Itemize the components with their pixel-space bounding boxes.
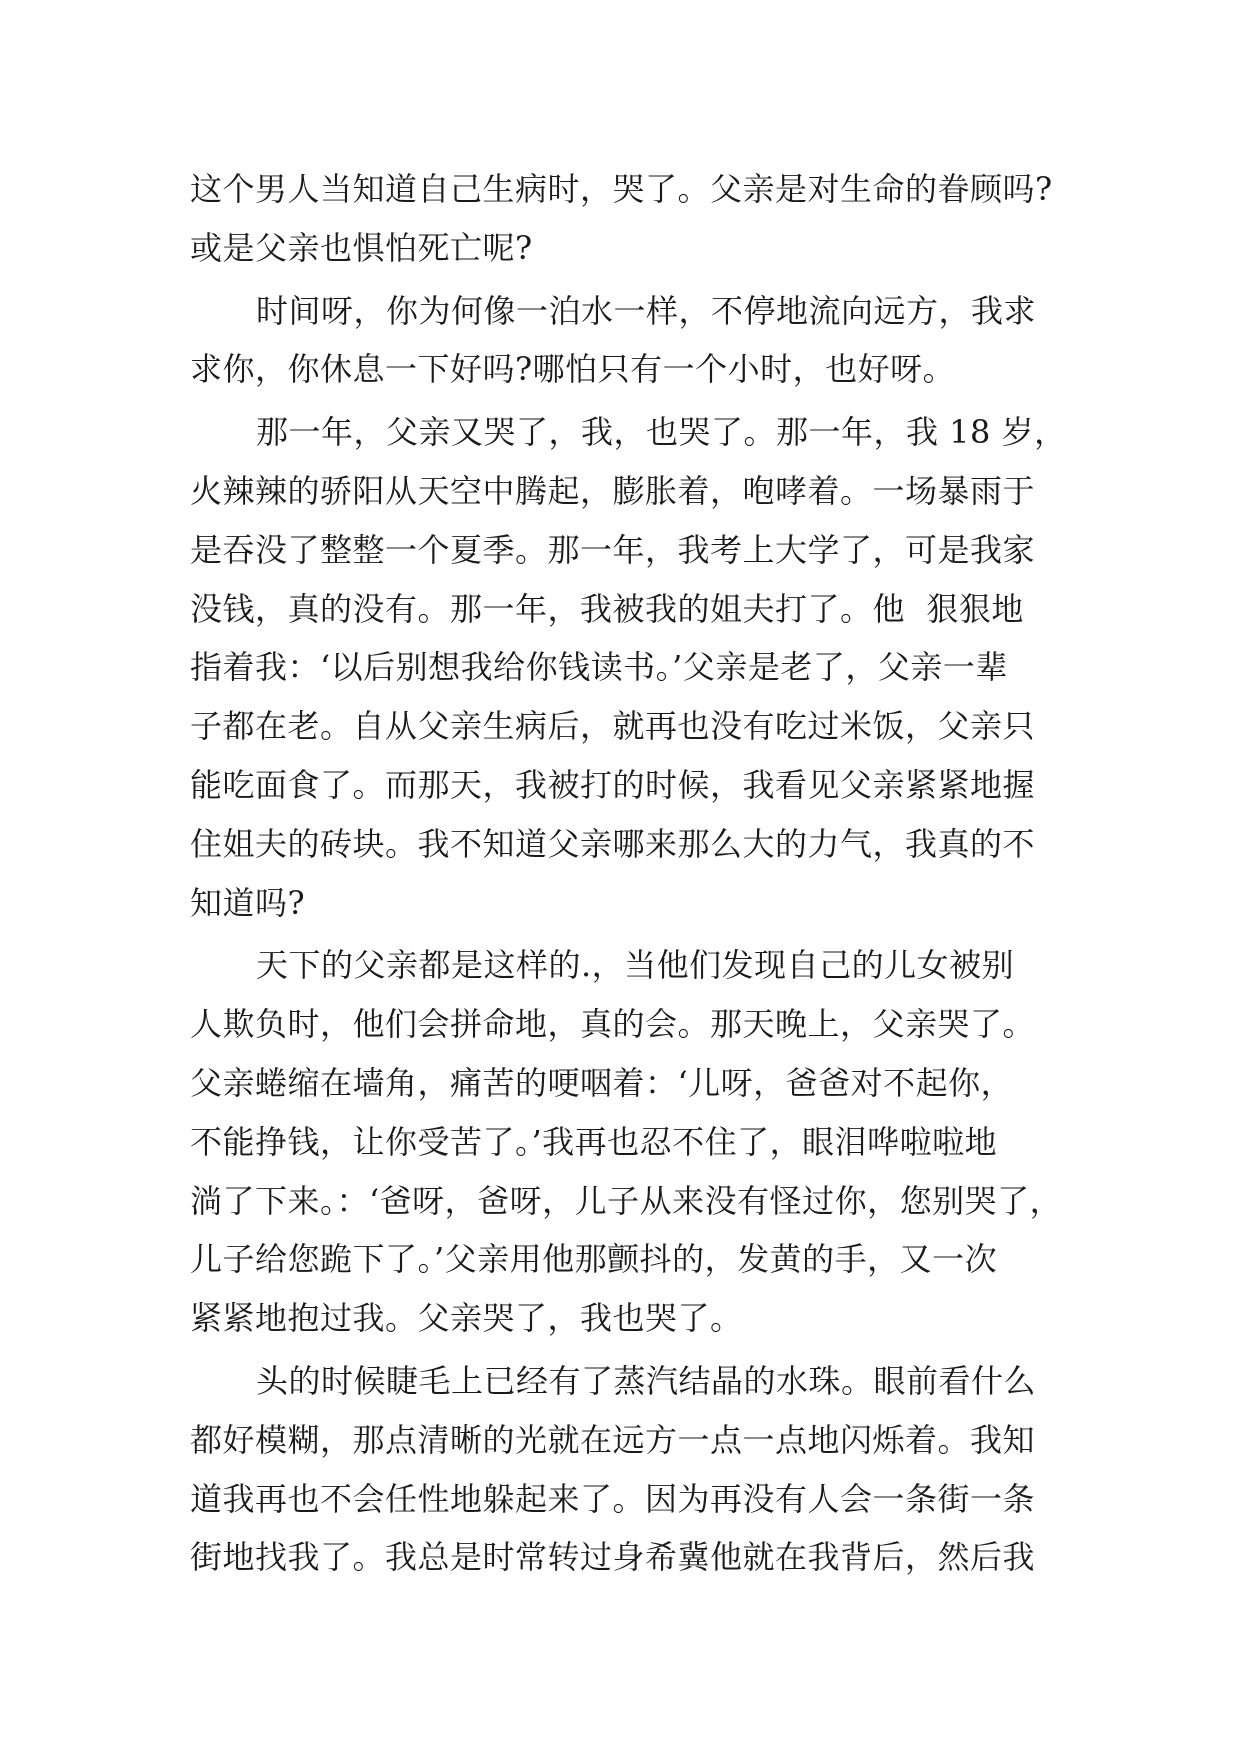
text-line: 儿子给您跪下了。’父亲用他那颤抖的，发黄的手，又一次 — [190, 1240, 998, 1279]
text-line: 街地找我了。我总是时常转过身希冀他就在我背后，然后我 — [190, 1538, 1036, 1577]
text-line: 父亲蜷缩在墙角，痛苦的哽咽着：‘儿呀，爸爸对不起你， — [190, 1063, 1014, 1102]
text-line: 头的时候睫毛上已经有了蒸汽结晶的水珠。眼前看什么 — [256, 1361, 1037, 1400]
text-line: 天下的父亲都是这样的.，当他们发现自己的儿女被别 — [256, 946, 1015, 985]
paragraph-1 — [190, 160, 1070, 278]
text-line: 指着我：‘以后别想我给你钱读书。’父亲是老了，父亲一辈 — [190, 648, 1008, 687]
paragraph-3 — [190, 403, 1070, 932]
text-line: 都好模糊，那点清晰的光就在远方一点一点地闪烁着。我知 — [190, 1420, 1036, 1459]
document-body — [190, 160, 1070, 1587]
text-line: 那一年，父亲又哭了，我，也哭了。那一年，我 18 岁， — [256, 413, 1067, 452]
text-line: 没钱，真的没有。那一年，我被我的姐夫打了。他 狠狠地 — [190, 589, 1024, 628]
paragraph-2 — [190, 282, 1070, 400]
text-line: 人欺负时，他们会拼命地，真的会。那天晚上，父亲哭了。 — [190, 1005, 1036, 1044]
paragraph-5 — [190, 1352, 1070, 1587]
text-line: 不能挣钱，让你受苦了。’我再也忍不住了，眼泪哗啦啦地 — [190, 1122, 998, 1161]
text-line: 这个男人当知道自己生病时，哭了。父亲是对生命的眷顾吗? — [190, 170, 1053, 208]
text-line: 求你，你休息一下好吗?哪怕只有一个小时，也好呀。 — [190, 350, 956, 389]
text-line: 子都在老。自从父亲生病后，就再也没有吃过米饭，父亲只 — [190, 707, 1036, 746]
paragraph-4 — [190, 936, 1070, 1348]
text-line: 道我再也不会任性地躲起来了。因为再没有人会一条街一条 — [190, 1479, 1036, 1518]
text-line: 知道吗? — [190, 883, 306, 922]
text-line: 是吞没了整整一个夏季。那一年，我考上大学了，可是我家 — [190, 530, 1036, 569]
text-line: 时间呀，你为何像一泊水一样，不停地流向远方，我求 — [256, 291, 1037, 330]
text-line: 火辣辣的骄阳从天空中腾起，膨胀着，咆哮着。一场暴雨于 — [190, 471, 1036, 510]
text-line: 紧紧地抱过我。父亲哭了，我也哭了。 — [190, 1299, 743, 1338]
text-line: 淌了下来。：‘爸呀，爸呀，儿子从来没有怪过你，您别哭了， — [190, 1181, 1063, 1220]
text-line: 住姐夫的砖块。我不知道父亲哪来那么大的力气，我真的不 — [190, 824, 1036, 863]
text-line: 能吃面食了。而那天，我被打的时候，我看见父亲紧紧地握 — [190, 765, 1036, 804]
text-line: 或是父亲也惧怕死亡呢? — [190, 228, 533, 267]
